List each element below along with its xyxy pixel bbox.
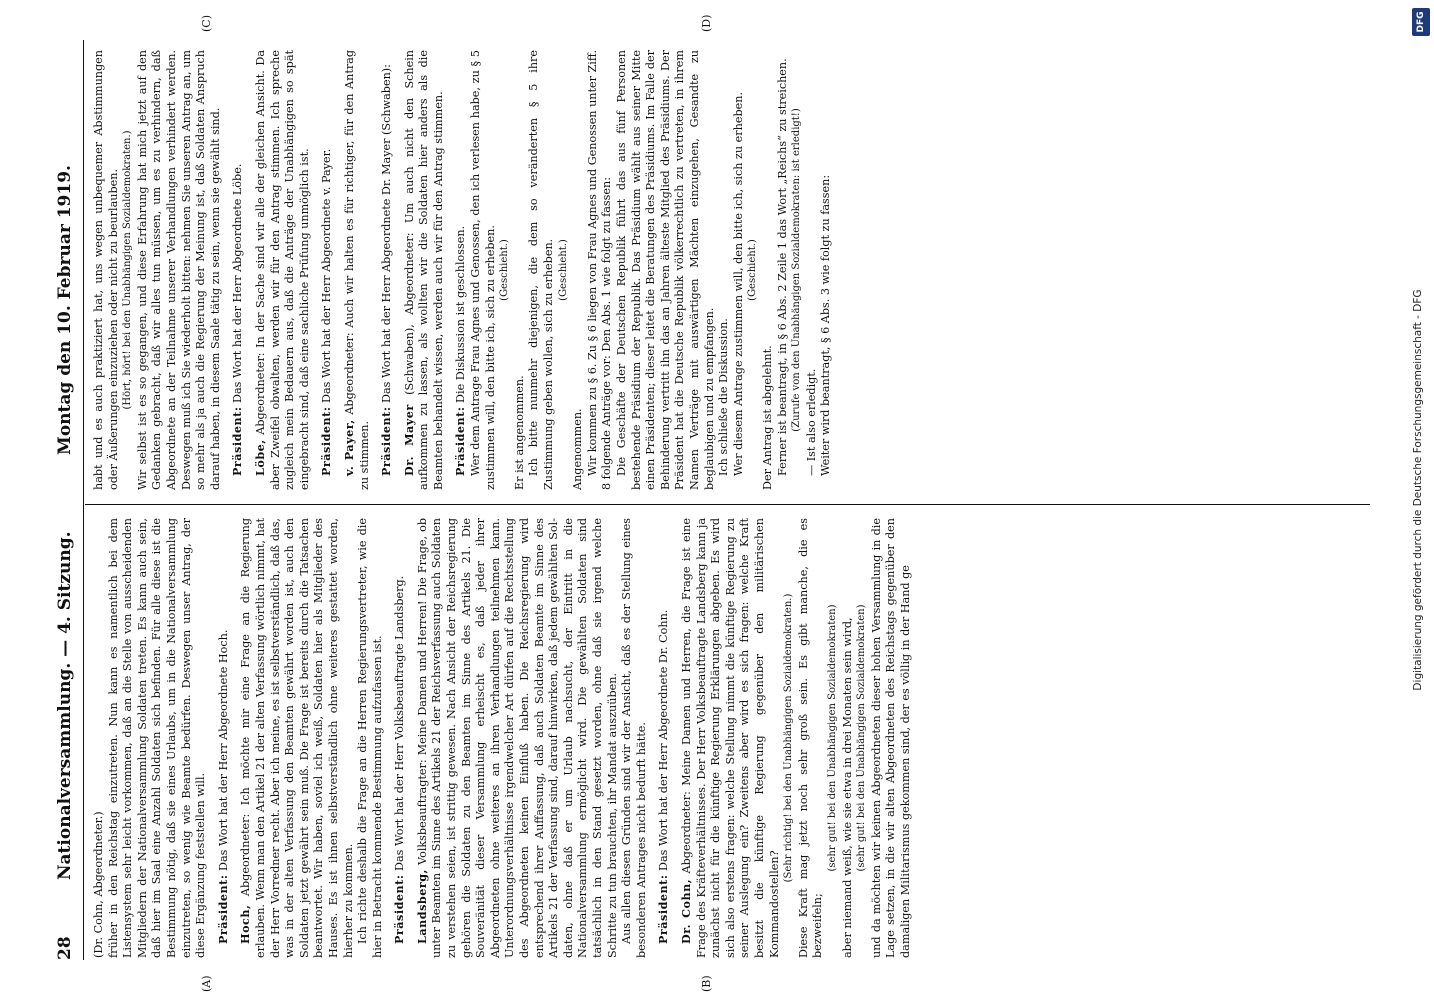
speaker-name: Dr. Mayer [401, 404, 416, 476]
interjection: (Sehr richtig! bei den Unabhängigen Sozialdemokraten.) [783, 593, 795, 883]
speaker-name: Landsberg, [414, 869, 429, 944]
text-paragraph: Wir kommen zu § 6. Zu § 6 liegen von Frau Agnes und Genossen unter Ziff. 8 folgende Anträge vor: Den Abs. 1 wie folgt zu fassen: [585, 50, 614, 490]
speaker-text: Das Wort hat der Herr Abgeordnete Dr. Mayer (Schwaben): [380, 64, 394, 403]
digitization-note: Digitalisierung gefördert durch die Deutsche Forschungsgemeinschaft - DFG [1412, 289, 1424, 691]
text-paragraph: habt und es auch praktiziert hat, uns wegen unbequemer Abstimmungen oder Äußerungen einzuziehen oder nicht zu beurlauben. [92, 50, 120, 490]
speaker-name: Präsident: [215, 874, 230, 944]
digitization-strip [1408, 0, 1434, 1000]
text-paragraph: (Dr. Cohn, Abgeordneter.) [92, 811, 105, 958]
speaker-text: Das Wort hat der Herr Volksbeauftragte Landsberg. [393, 575, 407, 871]
speaker-name: Präsident: [453, 406, 468, 476]
speaker-paragraph [415, 518, 620, 958]
interjection: (Geschieht.) [747, 239, 759, 301]
right-column [92, 50, 1362, 490]
text-paragraph: Ich bitte nunmehr diejenigen, die dem so veränderten § 5 ihre Zustimmung geben wollen, sich zu erheben. [527, 50, 556, 490]
text-paragraph: Wir selbst ist es so gegangen, und diese Erfahrung hat mich jetzt auf den Gedanken gebracht, daß wir alles tun müssen, um es zu verhindern, daß Abgeordnete an der Teilnahme unserer Verhandlungen verhindert werden. Deswegen muß ich Sie wiederholt bitten: nehmen Sie unseren Antrag an, um so mehr als ja auch die Regierung der Meinung ist, daß Soldaten Anspruch darauf haben, in diesem Saale tätig zu sein, wenn sie gewählt sind. [135, 50, 222, 490]
speaker-paragraph [656, 518, 672, 958]
speaker-paragraph [253, 50, 312, 490]
speaker-text: (Schwaben), Abgeordneter: Um auch nicht den Schein aufkommen zu lassen, als wollten wir die Soldaten hier anders als die Beamten behandelt wissen, werden auch wir für den Antrag stimmen. [402, 50, 445, 490]
speaker-text: Abgeordneter: Meine Damen und Herren, die Frage ist eine Frage des Kräfteverhältnisses. Der Herr Volksbeauftragte Landsberg kann ja zunächst nicht für die künftige Regierung Erklärungen abgeben. Es wird sich also erstens fragen: welche Stellung nimmt die künftige Regierung zu seiner Auslegung ein? Zweitens aber wird es sich fragen: welche Kraft besitzt die künftige Regierung gegenüber den militärischen Kommandostellen? [679, 518, 781, 958]
margin-letter-b: (B) [700, 975, 713, 992]
speaker-name: Löbe, [252, 439, 267, 476]
text-paragraph: aber niemand weiß, wie sie etwa in drei Monaten sein wird, [840, 617, 854, 958]
header-title-right: Montag den 10. Februar 1919. [55, 165, 75, 455]
speaker-text: Volksbeauftragter: Meine Damen und Herren! Die Frage, ob unter Beamten im Sinne des Artikels 21 der Reichsverfassung auch Soldaten zu verstehen seien, ist strittig gewesen. Nach Ansicht der Reichsregierung gehören die Soldaten zu den Beamten im Sinne des Artikels 21. Die Souveränität dieser Versammlung erheischt es, daß jeder ihrer Abgeordneten ohne weiteres an ihren Verhandlungen teilnehmen kann. Unterordnungsverhältnisse irgendwelcher Art dürfen auf die Rechtsstellung des Abgeordneten keinen Einfluß haben. Die Reichsregierung wird entsprechend ihrer Auffassung, daß auch Soldaten Beamte im Sinne des Artikels 21 der Verfassung sind, darauf hinwirken, daß jedem gewählten Soldaten, ohne daß er um Urlaub nachsucht, der Eintritt in die Nationalversammlung ermöglicht wird. Die gewählten Soldaten sind tatsächlich in den Stand gesetzt worden, ohne daß sie irgend welche Schritte zu tun brauchten, ihr Mandat auszuüben. [415, 518, 619, 958]
dfg-logo-text: DFG [1416, 11, 1426, 33]
text-paragraph: Wer dem Antrage Frau Agnes und Genossen, den ich verlesen habe, zu § 5 zustimmen will, den bitte ich, sich zu erheben. [469, 50, 497, 490]
header-rule [83, 40, 84, 960]
speaker-name: Präsident: [379, 406, 394, 476]
speaker-name: Präsident: [319, 406, 334, 476]
speaker-paragraph [392, 518, 408, 958]
column-divider [85, 504, 1370, 505]
interjection: (Geschieht.) [557, 239, 569, 301]
speaker-paragraph [238, 518, 356, 958]
text-paragraph: — Ist also erledigt. [804, 368, 818, 476]
speaker-text: Das Wort hat der Herr Abgeordnete Hoch. [216, 629, 230, 871]
speaker-paragraph [453, 50, 469, 490]
text-paragraph: Die Geschäfte der Deutschen Republik führt das aus fünf Personen bestehende Präsidium der Republik. Das Präsidium wählt aus seiner Mitte einen Präsidenten; dieser leitet die Beratungen des Präsidiums. Im Falle der Behinderung vertritt ihn das an Jahren älteste Mitglied des Präsidiums. Der Präsident hat die Deutsche Republik völkerrechtlich zu vertreten, in ihrem Namen Verträge mit auswärtigen Mächten einzugehen, Gesandte zu beglaubigen und zu empfangen. [615, 50, 716, 490]
margin-letter-d: (D) [700, 14, 713, 32]
text-paragraph: Wer diesem Antrage zustimmen will, den bitte ich, sich zu erheben. [731, 91, 745, 476]
text-paragraph: und da möchten wir keinen Abgeordneten dieser hohen Versammlung in die Lage setzen, in die wir alten Abgeordneten des Reichstags gegenüber den damaligen Militarismus gekommen sind, der es völlig in der Hand ge [869, 518, 912, 958]
speaker-name: Hoch, [238, 904, 253, 944]
text-paragraph: früher in den Reichstag einzutreten. Nun kann es namentlich bei dem Listensystem sehr leicht vorkommen, daß an die Stelle von ausscheidenden Mitgliedern der Nationalversammlung Soldaten treten. Es kann auch sein, daß hier im Saal eine Anzahl Soldaten sich befinden. Für alle diese ist die Bestimmung nötig, daß sie eines Urlaubs, um in die Nationalversammlung einzutreten, so wenig wie Beamte bedürfen. Deswegen unser Antrag, der diese Ergänzung feststellen will. [106, 518, 208, 958]
speaker-paragraph [230, 50, 246, 490]
speaker-paragraph [379, 50, 395, 490]
speaker-paragraph [342, 50, 372, 490]
text-paragraph: Diese Kraft mag jetzt noch sehr groß sein. Es gibt manche, die es bezweifeln; [796, 518, 825, 958]
speaker-text: Die Diskussion ist geschlossen. [454, 225, 468, 403]
speaker-text: Das Wort hat der Herr Abgeordnete v. Payer. [320, 148, 334, 403]
margin-letter-a: (A) [200, 975, 213, 992]
page-number: 28 [55, 936, 75, 960]
speaker-text: Das Wort hat der Herr Abgeordnete Löbe. [231, 163, 245, 403]
speaker-name: v. Payer, [341, 419, 356, 476]
left-column [92, 518, 1362, 958]
text-paragraph: Angenommen. [571, 408, 585, 490]
text-paragraph: Der Antrag ist abgelehnt. [760, 345, 774, 490]
text-paragraph: Weiter wird beantragt, § 6 Abs. 3 wie folgt zu fassen: [819, 174, 833, 476]
page-header [55, 40, 77, 960]
interjection: (Hört, hört! bei den Unabhängigen Sozialdemokraten.) [122, 130, 134, 410]
text-paragraph: Ich schließe die Diskussion. [717, 318, 731, 476]
speaker-name: Präsident: [230, 406, 245, 476]
speaker-paragraph [402, 50, 447, 490]
text-paragraph: Er ist angenommen. [512, 375, 526, 490]
speaker-text: Abgeordneter: In der Sache sind wir alle der gleichen Ansicht. Da aber Zweifel obwalten, werden wir für den Antrag stimmen. Ich spreche zugleich mein Bedauern aus, daß die Anträge der Unabhängigen so spät eingebracht sind, daß eine sachliche Prüfung unmöglich ist. [253, 50, 311, 490]
speaker-name: Präsident: [392, 874, 407, 944]
text-paragraph: Aus allen diesen Gründen sind wir der Ansicht, daß es der Stellung eines besonderen Antrages nicht bedurft hätte. [620, 518, 648, 958]
speaker-text: Abgeordneter: Ich möchte mir eine Frage an die Regierung erlauben. Wenn man den Artikel 21 der alten Verfassung wörtlich nimmt, hat der Herr Vorredner recht. Aber ich meine, es ist selbstverständlich, daß das, was in der alten Verfassung den Beamten gewährt worden ist, auch den Soldaten jetzt gewährt sein muß. Die Frage ist bereits durch die Tatsachen beantwortet. Wir haben, soviel ich weiß, Soldaten hier als Mitglieder des Hauses. Es ist ihnen selbstverständlich ohne weiteres gestattet worden, hierher zu kommen. [239, 518, 355, 958]
margin-letter-c: (C) [200, 15, 213, 32]
text-paragraph: Ferner ist beantragt, in § 6 Abs. 2 Zeile 1 das Wort „Reichs“ zu streichen. [775, 58, 789, 476]
header-title-left: Nationalversammlung. — 4. Sitzung. [55, 531, 75, 880]
speaker-name: Präsident: [656, 874, 671, 944]
interjection: (Zurufe von den Unabhängigen Sozialdemokraten: ist erledigt!) [791, 108, 803, 432]
interjection: (sehr gut! bei den Unabhängigen Sozialdemokraten) [856, 604, 868, 872]
speaker-paragraph [679, 518, 782, 958]
speaker-text: Das Wort hat der Herr Abgeordnete Dr. Cohn. [657, 609, 671, 871]
text-paragraph: Ich richte deshalb die Frage an die Herren Regierungsvertreter, wie die hier in Betracht kommende Bestimmung aufzufassen ist. [356, 518, 384, 958]
interjection: (Geschieht.) [499, 239, 511, 301]
interjection: (sehr gut! bei den Unabhängigen Sozialdemokraten) [826, 604, 838, 872]
speaker-name: Dr. Cohn, [678, 878, 693, 944]
speaker-paragraph [216, 518, 232, 958]
speaker-paragraph [319, 50, 335, 490]
speaker-text: Abgeordneter: Auch wir halten es für richtiger, für den Antrag zu stimmen. [342, 50, 371, 490]
